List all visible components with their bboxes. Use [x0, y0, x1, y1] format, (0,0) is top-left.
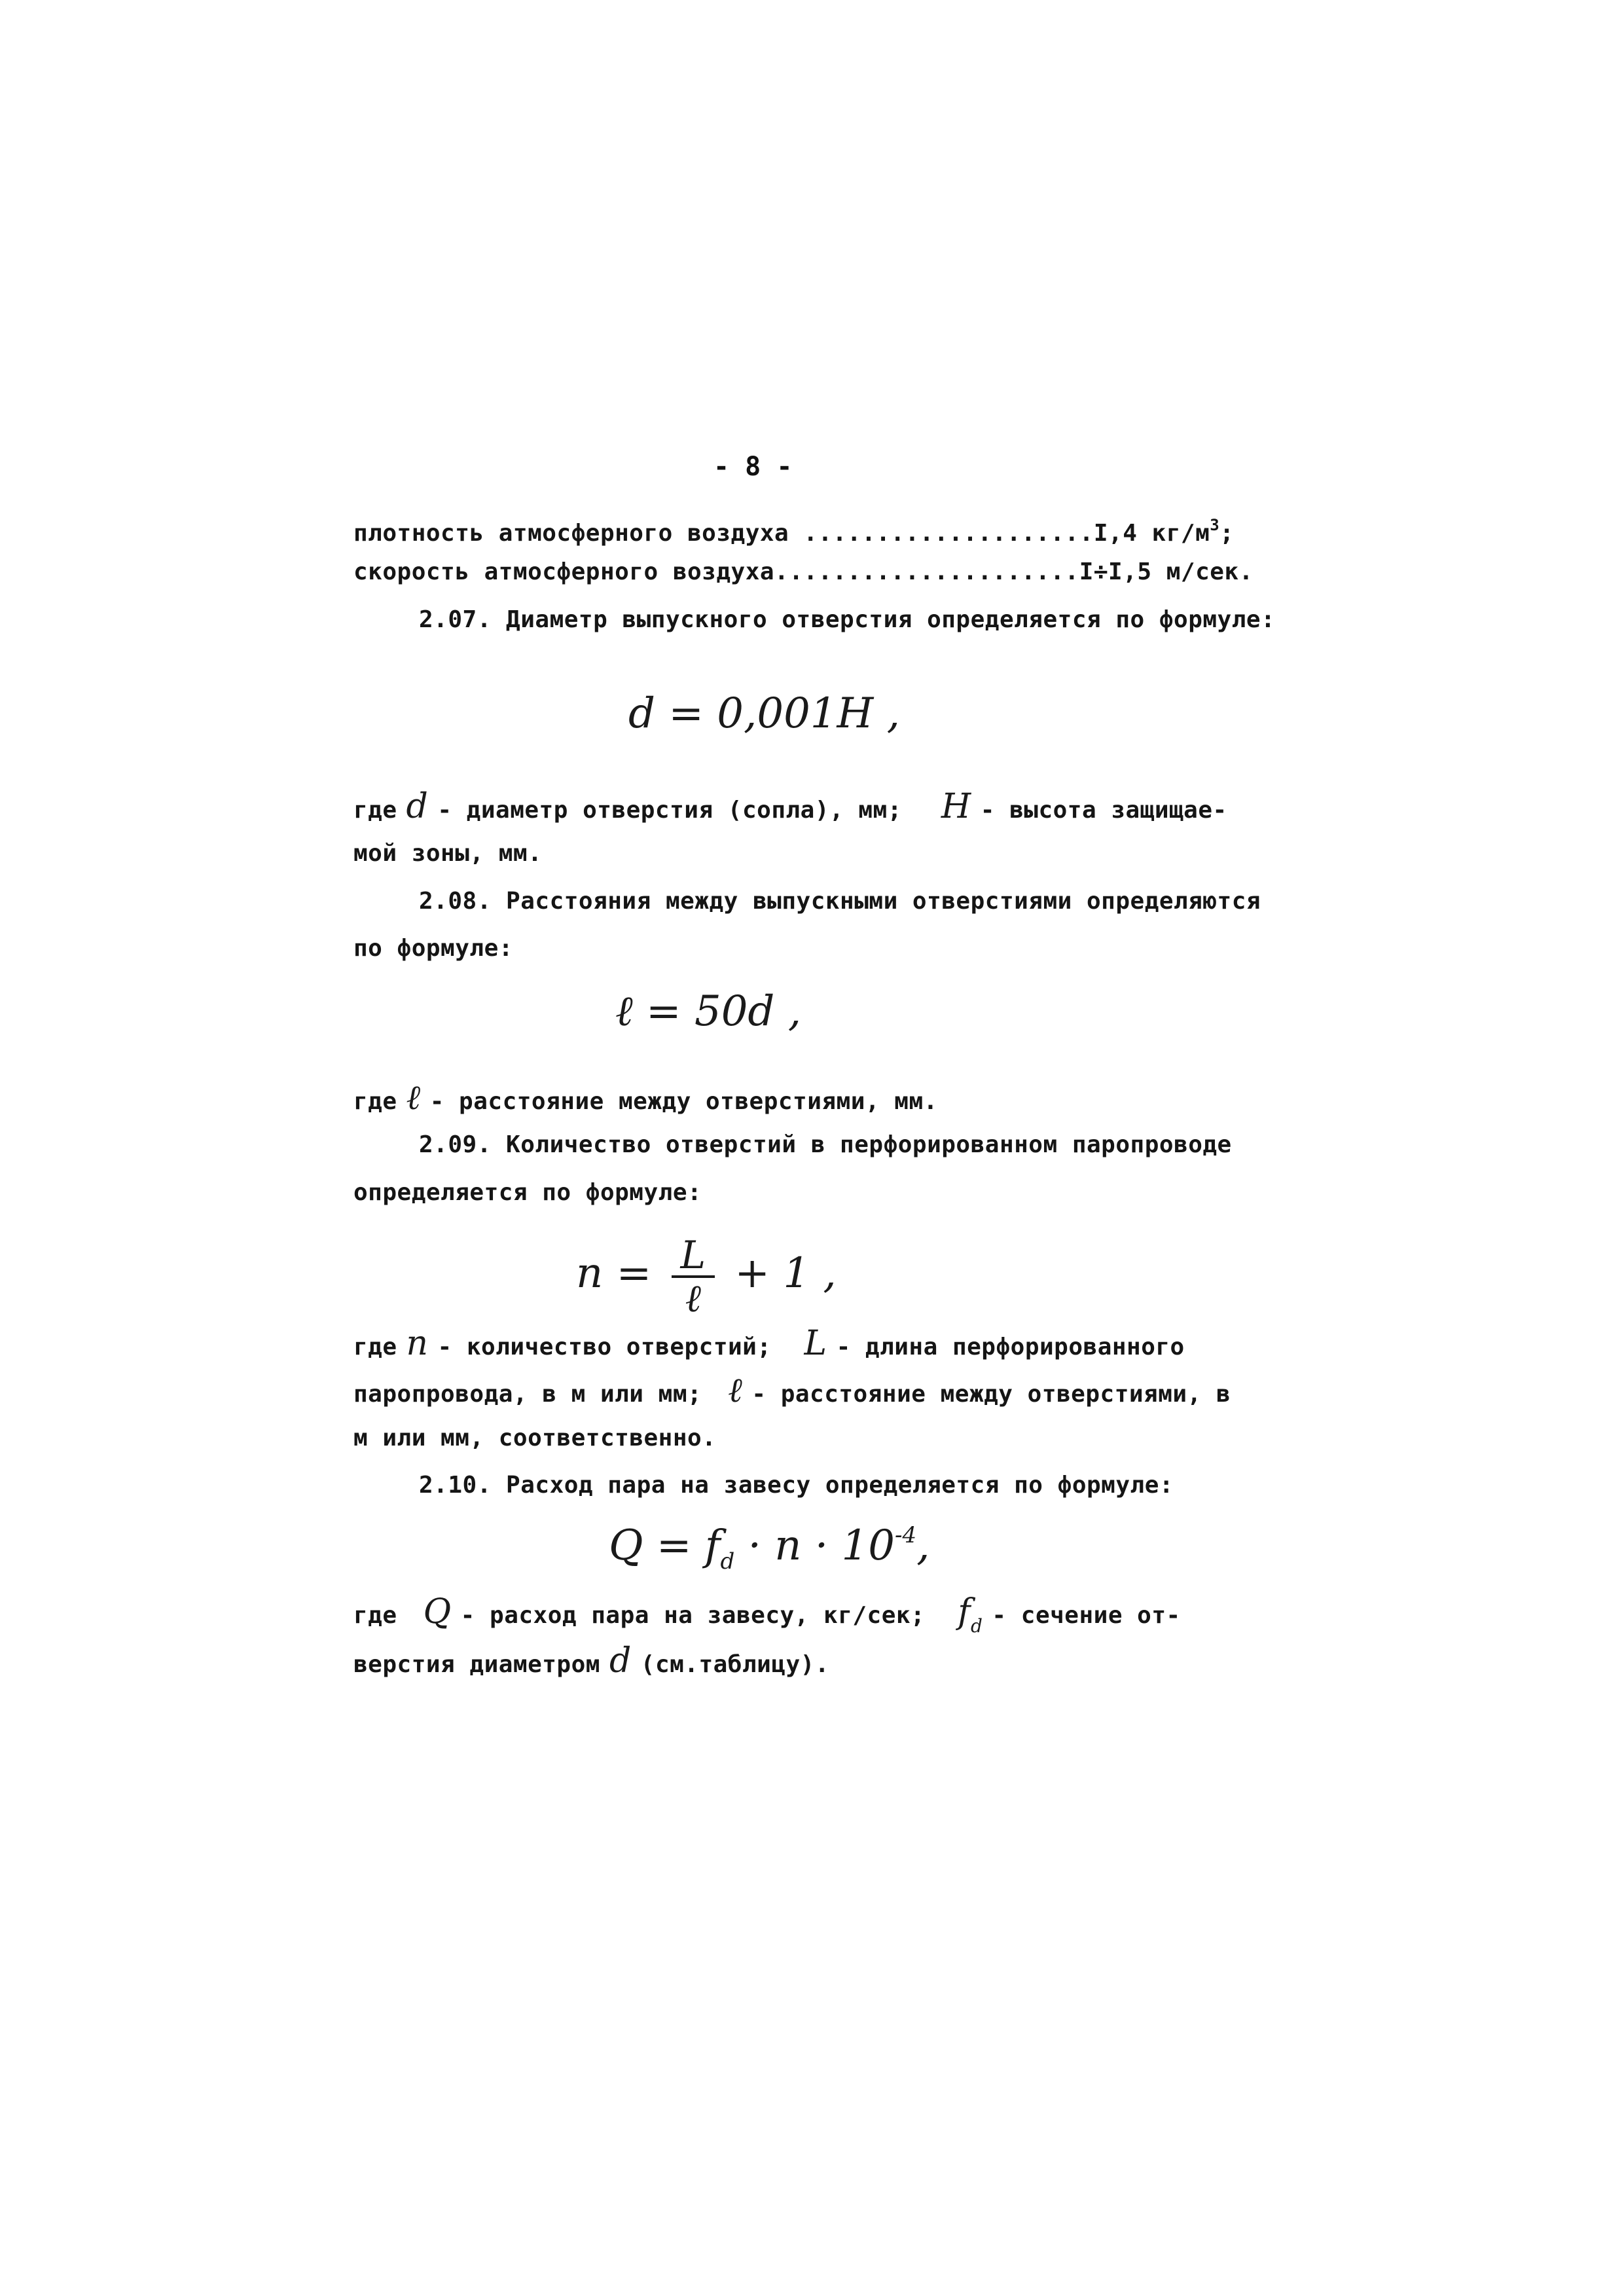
- formula-count-left: n =: [576, 1249, 652, 1298]
- formula-flow-end: ,: [916, 1522, 930, 1570]
- density-text: плотность атмосферного воздуха ....................I,4 кг/м: [353, 520, 1210, 547]
- formula-count-fraction: [672, 1232, 715, 1321]
- symbol-l: ℓ: [728, 1371, 743, 1410]
- where-label: где: [353, 1602, 397, 1629]
- speed-line: скорость атмосферного воздуха.....................I÷I,5 м/сек.: [353, 558, 1254, 585]
- formula-flow-left: Q = f: [609, 1522, 721, 1570]
- where-table-reference: (см.таблицу).: [640, 1651, 830, 1678]
- where-f-description: - сечение от-: [992, 1602, 1181, 1629]
- density-line: [353, 511, 1234, 548]
- symbol-f-d: [958, 1592, 983, 1641]
- where-line-3: [353, 1324, 1185, 1363]
- where-L-description: - длина перфорированного: [836, 1334, 1185, 1360]
- formula-flow-middle: · n · 10: [748, 1522, 895, 1570]
- paragraph-2-09-line-2: определяется по формуле:: [353, 1179, 702, 1206]
- formula-count-right: + 1 ,: [734, 1249, 837, 1298]
- where-l-description: - расстояние между отверстиями, в: [751, 1381, 1231, 1408]
- symbol-d: d: [609, 1641, 632, 1681]
- fraction-denominator: ℓ: [685, 1275, 701, 1321]
- paragraph-2-08-line-2: по формуле:: [353, 935, 513, 962]
- paragraph-2-07: 2.07. Диаметр выпускного отверстия определяется по формуле:: [419, 606, 1276, 633]
- density-end: ;: [1219, 520, 1235, 547]
- where-H-description: - высота защищае-: [980, 797, 1227, 824]
- formula-count: [576, 1224, 837, 1322]
- fraction-numerator: L: [672, 1235, 715, 1278]
- symbol-d: d: [406, 787, 429, 826]
- symbol-l: ℓ: [406, 1078, 421, 1118]
- where-label: где: [353, 1088, 397, 1115]
- formula-flow-exponent: -4: [894, 1522, 917, 1548]
- paragraph-2-10: 2.10. Расход пара на завесу определяется по формуле:: [419, 1472, 1174, 1499]
- symbol-n: n: [406, 1324, 429, 1363]
- symbol-Q: Q: [423, 1592, 452, 1631]
- where-line-2: [353, 1078, 938, 1118]
- where-Q-description: - расход пара на завесу, кг/сек;: [460, 1602, 926, 1629]
- where-line-4-continued: [353, 1641, 830, 1681]
- symbol-H: H: [941, 787, 971, 826]
- where-label: где: [353, 797, 397, 824]
- page-number: - 8 -: [713, 452, 793, 482]
- where-line-1: [353, 787, 1227, 826]
- density-exponent: 3: [1210, 516, 1220, 534]
- formula-diameter: d = 0,001H ,: [628, 689, 900, 738]
- where-line-4: [353, 1592, 1181, 1641]
- paragraph-2-09-line-1: 2.09. Количество отверстий в перфорированном паропроводе: [419, 1131, 1232, 1158]
- where-n-description: - количество отверстий;: [437, 1334, 772, 1360]
- where-line-1-continued: мой зоны, мм.: [353, 840, 543, 867]
- symbol-f-subscript: d: [970, 1615, 983, 1637]
- where-line-3-end: м или мм, соответственно.: [353, 1425, 717, 1451]
- symbol-f: f: [958, 1592, 971, 1631]
- where-l-description: - расстояние между отверстиями, мм.: [429, 1088, 938, 1115]
- formula-steam-flow: [609, 1512, 929, 1584]
- where-label: где: [353, 1334, 397, 1360]
- where-line-3-continued: [353, 1371, 1231, 1410]
- formula-flow-subscript: d: [720, 1548, 735, 1575]
- where-L-unit: паропровода, в м или мм;: [353, 1381, 702, 1408]
- paragraph-2-08-line-1: 2.08. Расстояния между выпускными отверстиями определяются: [419, 888, 1261, 915]
- formula-spacing: ℓ = 50d ,: [615, 987, 802, 1036]
- where-f-description-end: верстия диаметром: [353, 1651, 600, 1678]
- symbol-L: L: [804, 1324, 827, 1363]
- where-d-description: - диаметр отверстия (сопла), мм;: [437, 797, 902, 824]
